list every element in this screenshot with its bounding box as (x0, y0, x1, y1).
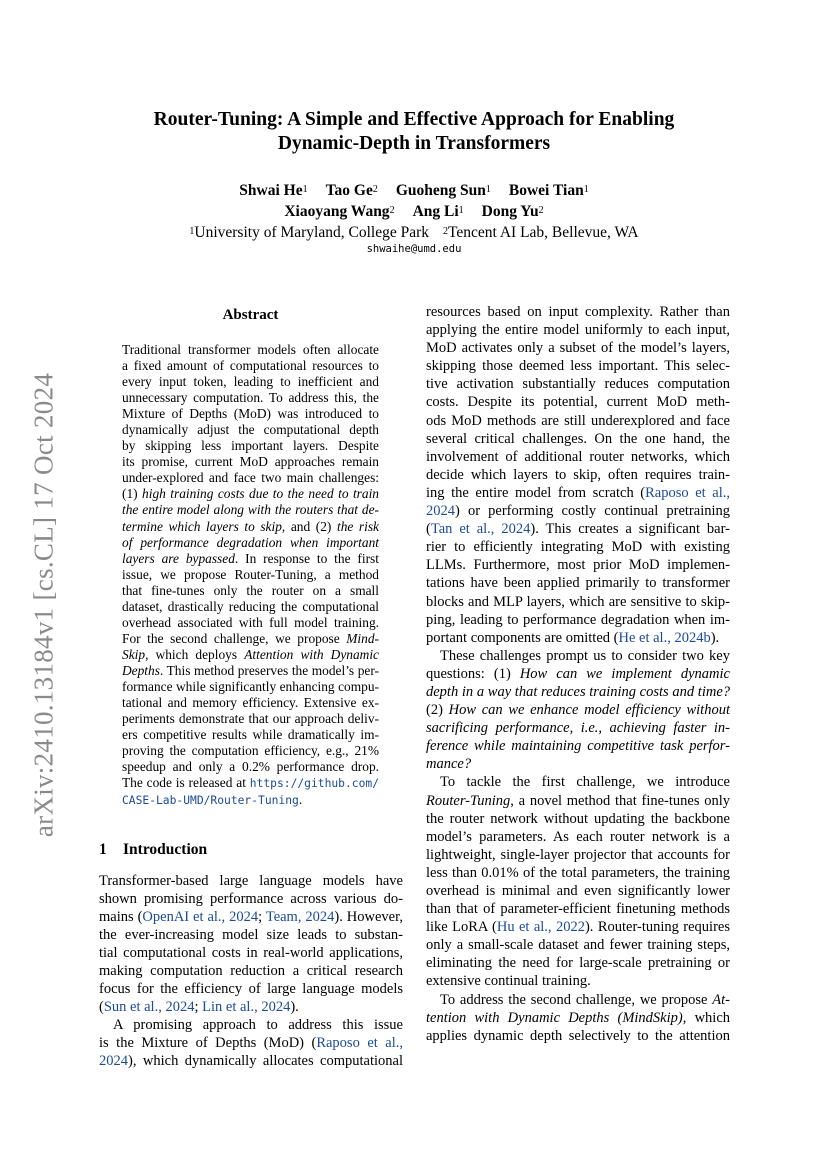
text-span: ). (290, 999, 299, 1016)
text-span: decide which layers to skip, often requires train- (426, 466, 730, 483)
text-line (426, 828, 730, 846)
text-line (122, 615, 379, 631)
text-line (426, 520, 730, 538)
text-span: ( (426, 521, 431, 538)
text-span: a fixed amount of computational resources to (122, 358, 379, 374)
text-span: less than 0.01% of the total parameters, the training (426, 864, 730, 881)
text-line (122, 551, 379, 567)
text-span: ). However, (334, 909, 403, 926)
text-line (426, 665, 730, 683)
text-line (426, 375, 730, 393)
text-span: shown promising performance across various do- (99, 891, 403, 908)
text-span: ), which dynamically allocates computational (128, 1053, 403, 1070)
text-span: costs. Despite its potential, current MoD meth- (426, 394, 730, 411)
text-span: involvement of additional router networks, which (426, 448, 730, 465)
affiliations (0, 222, 828, 243)
citation-link[interactable]: Lin et al., 2024 (202, 999, 291, 1016)
text-span: ference while maintaining competitive task perfor- (426, 738, 730, 755)
text-line (426, 430, 730, 448)
text-span: tial computational costs in real-world applications, (99, 945, 403, 962)
text-span: ; (258, 909, 266, 926)
author-name-text: Shwai He (239, 182, 303, 199)
text-span: ; (194, 999, 203, 1016)
text-line (122, 759, 379, 775)
text-span: ods MoD methods are still underexplored and face (426, 412, 730, 429)
text-span: tational and memory efficiency. Extensive ex- (122, 695, 379, 711)
text-line (122, 775, 379, 792)
text-line (122, 695, 379, 711)
author-name-text: Dong Yu (481, 203, 539, 220)
text-line (426, 502, 730, 520)
citation-link[interactable]: Sun et al., 2024 (103, 999, 195, 1016)
text-span: ). (710, 629, 720, 646)
author-row-1 (0, 180, 828, 201)
title-line-1: Router-Tuning: A Simple and Effective Approach for Enabling (153, 109, 675, 130)
author-name-text: Tao Ge (325, 182, 373, 199)
author-row-2 (0, 201, 828, 222)
text-line (99, 908, 403, 926)
citation-link[interactable]: Tan et al., 2024 (430, 521, 531, 538)
author-name (284, 203, 394, 220)
text-line (122, 663, 379, 679)
author-block (0, 180, 828, 243)
text-line (426, 737, 730, 755)
text-line (122, 486, 379, 502)
author-name (396, 182, 491, 199)
text-line (426, 882, 730, 900)
text-span: LLMs. Furthermore, most prior MoD implemen- (426, 557, 730, 574)
text-span: Mixture of Depths (MoD) was introduced to (122, 406, 379, 422)
text-line (99, 890, 403, 908)
affiliation-marker: 1 (583, 184, 589, 195)
text-span: than that of parameter-efficient finetuning methods (426, 901, 730, 918)
text-line (122, 647, 379, 663)
text-span: To address the second challenge, we propose (440, 991, 713, 1008)
affiliation-marker: 2 (538, 205, 544, 216)
arxiv-id-text: arXiv:2410.13184v1 [cs.CL] 17 Oct 2024 (28, 372, 59, 838)
text-line (99, 1034, 403, 1052)
affiliation-marker: 2 (443, 226, 448, 237)
text-line (426, 412, 730, 430)
author-name (239, 182, 307, 199)
text-span: the router network without updating the backbone (426, 810, 730, 827)
citation-link[interactable]: Raposo et al., (316, 1035, 403, 1052)
text-span: skipping those deemed less important. This selec- (426, 358, 730, 375)
text-line (122, 599, 379, 615)
text-span: The code is released at (122, 775, 250, 791)
text-span: overhead is minimal and even significantly lower (426, 883, 730, 899)
text-span: mance? (426, 756, 472, 773)
text-line (426, 647, 730, 665)
text-span: speedup and only a 0.2% performance drop. (122, 759, 379, 775)
text-line (426, 810, 730, 828)
text-line (426, 393, 730, 411)
text-line (426, 321, 730, 339)
text-span: (2) (426, 702, 449, 719)
text-line (122, 519, 379, 535)
author-name (482, 203, 544, 220)
text-span: Transformer-based large language models have (99, 873, 403, 889)
text-span: dynamically adjust the computational depth (122, 422, 379, 438)
author-name (326, 182, 378, 199)
text-span: ). Router-tuning requires (584, 919, 730, 936)
text-span: tive activation substantially reduces computation (426, 376, 730, 393)
abstract-heading: Abstract (222, 307, 279, 323)
text-line (99, 926, 403, 944)
text-line (426, 339, 730, 357)
text-line (426, 792, 730, 810)
text-span: Mind- (346, 630, 379, 646)
text-span: How can we implement dynamic (519, 665, 730, 682)
text-line (426, 538, 730, 556)
text-line (426, 357, 730, 375)
text-line (426, 1027, 730, 1045)
text-span: applying the entire model uniformly to each input, (426, 322, 730, 339)
text-span: Traditional transformer models often allocate (122, 342, 379, 357)
text-span: For the second challenge, we propose (122, 630, 347, 646)
text-line (122, 358, 379, 374)
affiliation-text: Tencent AI Lab, Bellevue, WA (448, 224, 639, 241)
text-line (426, 972, 730, 990)
text-line (426, 701, 730, 719)
text-span: every input token, leading to inefficient and (122, 374, 379, 390)
text-span: unnecessary computation. To address this, the (122, 390, 379, 406)
text-span: . In response to the first (234, 550, 379, 566)
text-span: proving the computation efficiency, e.g., 21% (122, 743, 379, 759)
text-line (122, 535, 379, 551)
text-span: applies dynamic depth selectively to the attention (426, 1027, 730, 1044)
text-line (122, 422, 379, 438)
text-line (426, 303, 730, 321)
author-name-text: Bowei Tian (508, 182, 584, 199)
text-line (426, 574, 730, 592)
text-span: issue, we propose Router-Tuning, a method (122, 566, 379, 582)
text-line (426, 755, 730, 773)
text-span: Router-Tuning (426, 792, 511, 809)
text-line (99, 980, 403, 998)
author-email: shwaihe@umd.edu (366, 243, 462, 255)
abstract-body (122, 342, 379, 809)
text-span: the risk (336, 518, 379, 534)
text-line (99, 1052, 403, 1070)
text-span: overhead associated with full model training. (122, 614, 379, 630)
affiliation-marker: 1 (458, 205, 464, 216)
text-line (122, 631, 379, 647)
text-line (99, 944, 403, 962)
text-span: MoD activates only a subset of the model’s layers, (426, 340, 730, 357)
arxiv-identifier (24, 360, 64, 850)
text-line (426, 900, 730, 918)
affiliation-text: University of Maryland, College Park (194, 224, 429, 241)
text-span: mains ( (99, 909, 143, 926)
affiliation-marker: 2 (372, 184, 378, 195)
text-span: of performance degradation when important (122, 534, 379, 550)
text-line (426, 719, 730, 737)
text-span: tention with Dynamic Depths (MindSkip) (426, 1009, 683, 1026)
title-line-2: Dynamic-Depth in Transformers (277, 133, 551, 154)
affiliation-marker: 1 (302, 184, 308, 195)
citation-link[interactable]: Team, 2024 (265, 909, 335, 926)
text-span: depth in a way that reduces training costs and time? (426, 683, 730, 700)
text-span: How can we enhance model efficiency without (448, 702, 730, 719)
text-span: focus for the efficiency of large language models (99, 981, 403, 998)
text-line (122, 792, 379, 809)
text-span: (1) (122, 486, 143, 502)
text-line (426, 448, 730, 466)
text-span: is the Mixture of Depths (MoD) ( (99, 1035, 317, 1052)
text-span: like LoRA ( (426, 919, 497, 936)
text-line (99, 872, 403, 890)
text-line (426, 484, 730, 502)
text-span: , which (682, 1009, 731, 1026)
text-span: rier to efficiently integrating MoD with existing (426, 539, 730, 556)
introduction-column-left (99, 872, 403, 1071)
text-span: resources based on input complexity. Rather than (426, 304, 730, 320)
author-name-text: Xiaoyang Wang (284, 203, 390, 220)
text-span: the entire model along with the routers that de- (122, 502, 379, 518)
text-line (122, 502, 379, 518)
text-span: lightweight, single-layer projector that accounts for (426, 846, 730, 863)
text-span: ping, leading to performance degradation when im- (426, 611, 730, 628)
text-span: These challenges prompt us to consider two key (440, 647, 730, 664)
author-name-text: Ang Li (412, 203, 459, 220)
text-line (426, 611, 730, 629)
text-span: blocks and MLP layers, which are sensitive to skip- (426, 593, 730, 610)
text-line (99, 1016, 403, 1034)
text-line (122, 727, 379, 743)
text-span: At- (712, 991, 730, 1008)
text-span: Attention with Dynamic (244, 646, 379, 662)
text-span: under-explored and face two main challenges: (122, 470, 379, 486)
text-span: ing the entire model from scratch ( (426, 484, 646, 501)
section-number: 1 (99, 841, 107, 858)
code-link[interactable]: https://github.com/ (249, 777, 379, 791)
citation-link[interactable]: OpenAI et al., 2024 (142, 909, 259, 926)
text-span: , and (2) (281, 518, 337, 534)
citation-link[interactable]: He et al., 2024b (618, 629, 711, 646)
text-span: , a novel method that fine-tunes only (510, 792, 730, 809)
text-span: eliminating the need for large-scale pretraining or (426, 955, 730, 972)
text-line (426, 683, 730, 701)
text-line (122, 406, 379, 422)
text-line (426, 556, 730, 574)
text-line (122, 470, 379, 486)
author-name (509, 182, 589, 199)
text-span: high training costs due to the need to train (142, 486, 379, 502)
affiliation-marker: 2 (389, 205, 395, 216)
text-span: sacrificing performance, i.e., achieving faster in- (426, 720, 730, 737)
text-span: layers are bypassed (122, 550, 235, 566)
text-span: extensive continual training. (426, 973, 591, 990)
text-span: ers competitive results while dramatically im- (122, 727, 379, 743)
text-span: formance while significantly enhancing compu- (122, 678, 379, 694)
citation-link[interactable]: 2024 (99, 1053, 128, 1070)
text-line (426, 466, 730, 484)
text-span: , which deploys (145, 646, 245, 662)
text-span: ) or performing costly continual pretraining (455, 503, 730, 520)
text-span: ). This creates a significant bar- (530, 521, 730, 538)
text-line (99, 998, 403, 1016)
code-link[interactable]: CASE-Lab-UMD/Router-Tuning (122, 794, 299, 808)
text-span: the ever-increasing model size leads to substan- (99, 927, 403, 944)
text-span: To tackle the first challenge, we introduce (440, 774, 730, 791)
text-span: . (298, 792, 303, 808)
text-span: questions: (1) (426, 665, 520, 682)
text-span: periments demonstrate that our approach deliv- (122, 711, 379, 727)
affiliation-marker: 1 (189, 226, 195, 237)
text-span: by skipping less important layers. Despite (122, 438, 379, 454)
text-line (426, 954, 730, 972)
text-span: Depths (122, 662, 160, 678)
text-line (426, 991, 730, 1009)
text-span: several critical challenges. On the one hand, the (426, 430, 730, 447)
text-line (426, 1009, 730, 1027)
text-line (122, 567, 379, 583)
text-span: dataset, drastically reducing the computational (122, 598, 379, 614)
text-span: that fine-tunes only the router on a small (122, 582, 379, 598)
text-span: tations have been applied primarily to transformer (426, 575, 730, 592)
text-line (426, 936, 730, 954)
author-name-text: Guoheng Sun (395, 182, 486, 199)
citation-link[interactable]: 2024 (426, 503, 455, 520)
affiliation-marker: 1 (485, 184, 491, 195)
text-span: only a small-scale dataset and fewer training steps, (426, 937, 730, 954)
section-heading-introduction (99, 841, 207, 859)
citation-link[interactable]: Raposo et al., (645, 484, 730, 501)
text-line (99, 962, 403, 980)
text-line (426, 864, 730, 882)
text-span: portant components are omitted ( (426, 629, 619, 646)
text-span: Skip (122, 646, 146, 662)
text-line (122, 711, 379, 727)
author-name (413, 203, 464, 220)
text-line (426, 629, 730, 647)
text-line (122, 679, 379, 695)
text-line (122, 390, 379, 406)
text-span: ( (99, 999, 104, 1016)
text-span: model’s parameters. As each router network is a (426, 828, 730, 845)
text-line (122, 743, 379, 759)
text-span: its promise, current MoD approaches remain (122, 454, 379, 470)
text-line (122, 454, 379, 470)
paper-title (0, 108, 828, 156)
text-line (426, 918, 730, 936)
text-line (122, 374, 379, 390)
text-line (122, 438, 379, 454)
text-span: . This method preserves the model’s per- (159, 662, 379, 678)
text-line (122, 583, 379, 599)
section-title: Introduction (123, 841, 208, 858)
text-span: making computation reduction a critical research (99, 963, 403, 980)
citation-link[interactable]: Hu et al., 2022 (496, 919, 585, 936)
text-span: A promising approach to address this issue (113, 1017, 403, 1034)
introduction-column-right (426, 303, 730, 1045)
text-span: termine which layers to skip (122, 518, 282, 534)
text-line (122, 342, 379, 358)
text-line (426, 593, 730, 611)
text-line (426, 846, 730, 864)
text-line (426, 773, 730, 791)
